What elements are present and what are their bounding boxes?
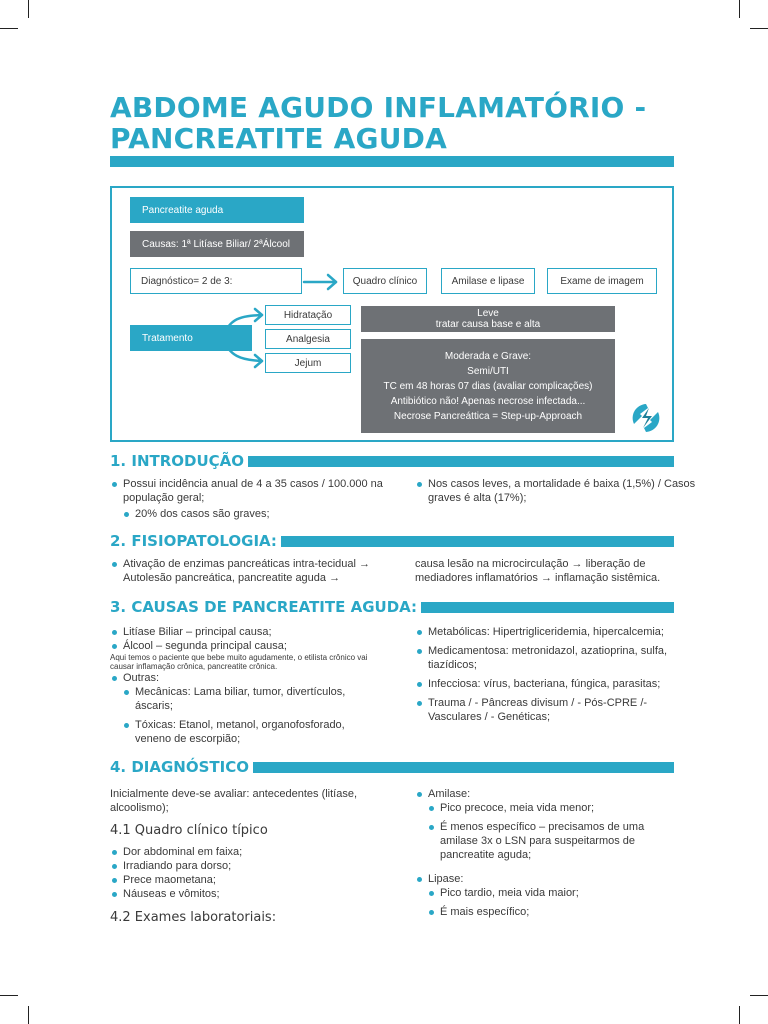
crop-mark: [28, 0, 29, 18]
criteria-imaging-label: Exame de imagem: [560, 275, 644, 287]
severe-line: Semi/UTI: [467, 365, 509, 377]
section-bar: [253, 762, 674, 773]
section-bar: [281, 536, 674, 547]
diagnosis-intro: Inicialmente deve-se avaliar: antecedentes (litíase, alcoolismo);: [110, 788, 358, 814]
list-item: Pico precoce, meia vida menor;: [427, 801, 665, 815]
list-item: Outras:: [110, 671, 375, 685]
list-item: Dor abdominal em faixa;: [110, 845, 375, 859]
intro-left-column: [110, 477, 390, 521]
section-pathophysiology-header: [110, 532, 674, 550]
criteria-imaging-box: [547, 268, 657, 294]
summary-diagram: [110, 186, 674, 442]
mild-box: [361, 306, 615, 332]
criteria-enzymes-label: Amilase e lipase: [451, 275, 525, 287]
treatment-analgesia-label: Analgesia: [286, 333, 330, 345]
pathophysiology-right: [415, 557, 675, 585]
list-item: É menos específico – precisamos de uma amilase 3x o LSN para suspeitarmos de pancreatite aguda;: [427, 820, 665, 862]
crop-mark: [750, 995, 768, 996]
causes-left-column: [110, 625, 375, 746]
section-bar: [421, 602, 674, 613]
treatment-fasting-box: [265, 353, 351, 373]
list-item: Amilase:: [415, 787, 665, 801]
crop-mark: [0, 28, 18, 29]
list-item: Litíase Biliar – principal causa;: [110, 625, 375, 639]
severe-box: [361, 339, 615, 433]
list-item: Pico tardio, meia vida maior;: [427, 886, 665, 900]
list-item: Tóxicas: Etanol, metanol, organofosforado, veneno de escorpião;: [122, 718, 375, 746]
list-item: Possui incidência anual de 4 a 35 casos / 100.000 na população geral;: [110, 477, 390, 505]
list-item: Prece maometana;: [110, 873, 375, 887]
criteria-clinical-label: Quadro clínico: [352, 275, 418, 287]
pathophysiology-text: causa lesão na microcirculação → liberação de mediadores inflamatórios → inflamação sistêmica.: [415, 558, 661, 584]
enzymes-right-column: [415, 787, 665, 919]
page-title-line-1: ABDOME AGUDO INFLAMATÓRIO -: [110, 91, 647, 124]
treatment-box: [130, 325, 252, 351]
clinical-list: [110, 845, 375, 901]
section-bar: [248, 456, 674, 467]
list-item: Náuseas e vômitos;: [110, 887, 375, 901]
severe-line: Moderada e Grave:: [444, 350, 532, 362]
alcohol-note: Aqui temos o paciente que bebe muito agudamente, o etilista crônico vai causar inflamação crônica, pancreatite crônica.: [110, 653, 368, 671]
diagnosis-label: Diagnóstico= 2 de 3:: [141, 275, 233, 287]
treatment-analgesia-box: [265, 329, 351, 349]
section-diagnosis-header: [110, 758, 674, 776]
lab-subheading: 4.2 Exames laboratoriais:: [110, 910, 277, 925]
section-introduction-header: [110, 452, 674, 470]
intro-right-column: [415, 477, 700, 505]
severe-line: TC em 48 horas 07 dias (avaliar complicações): [383, 380, 593, 392]
list-item: Trauma / - Pâncreas divisum / - Pós-CPRE /- Vasculares / - Genéticas;: [415, 696, 685, 724]
section-title: 2. FISIOPATOLOGIA:: [110, 532, 277, 550]
section-title: 3. CAUSAS DE PANCREATITE AGUDA:: [110, 598, 418, 616]
severe-line: Antibiótico não! Apenas necrose infectada...: [390, 395, 586, 407]
list-item: Mecânicas: Lama biliar, tumor, divertículos, áscaris;: [122, 685, 375, 713]
treatment-fasting-label: Jejum: [294, 357, 322, 369]
page-title-line-2: PANCREATITE AGUDA: [110, 122, 447, 155]
pathophysiology-left: [110, 557, 380, 585]
mild-title: Leve: [477, 308, 499, 319]
treatment-hydration-box: [265, 305, 351, 325]
causes-label: Causas: 1ª Litíase Biliar/ 2ªÁlcool: [142, 238, 291, 250]
criteria-clinical-box: [343, 268, 427, 294]
crop-mark: [0, 995, 18, 996]
list-item: Nos casos leves, a mortalidade é baixa (1,5%) / Casos graves é alta (17%);: [415, 477, 700, 505]
treatment-hydration-label: Hidratação: [283, 309, 333, 321]
section-causes-header: [110, 598, 674, 616]
list-item: Infecciosa: vírus, bacteriana, fúngica, parasitas;: [415, 677, 685, 691]
section-title: 4. DIAGNÓSTICO: [110, 758, 249, 776]
crop-mark: [28, 1006, 29, 1024]
crop-mark: [739, 0, 740, 18]
mild-description: tratar causa base e alta: [435, 319, 541, 330]
causes-right-column: [415, 625, 685, 724]
page-title: [110, 92, 690, 154]
list-item: Metabólicas: Hipertrigliceridemia, hipercalcemia;: [415, 625, 685, 639]
criteria-enzymes-box: [441, 268, 535, 294]
severe-line: Necrose Pancreáttica = Step-up-Approach: [393, 410, 583, 422]
list-item: Lipase:: [415, 872, 665, 886]
brand-logo-icon: [630, 402, 662, 434]
crop-mark: [739, 1006, 740, 1024]
title-underline-bar: [110, 156, 674, 167]
list-item: 20% dos casos são graves;: [122, 507, 390, 521]
list-item: Irradiando para dorso;: [110, 859, 375, 873]
section-title: 1. INTRODUÇÃO: [110, 452, 245, 470]
diagram-header-label: Pancreatite aguda: [142, 204, 224, 216]
list-item: É mais específico;: [427, 905, 665, 919]
treatment-label: Tratamento: [142, 332, 193, 344]
list-item: Medicamentosa: metronidazol, azatioprina, sulfa, tiazídicos;: [415, 644, 685, 672]
list-item: Álcool – segunda principal causa;: [110, 639, 375, 653]
clinical-subheading: 4.1 Quadro clínico típico: [110, 823, 268, 838]
list-item: Ativação de enzimas pancreáticas intra-tecidual → Autolesão pancreática, pancreatite aguda →: [110, 557, 380, 585]
crop-mark: [750, 28, 768, 29]
